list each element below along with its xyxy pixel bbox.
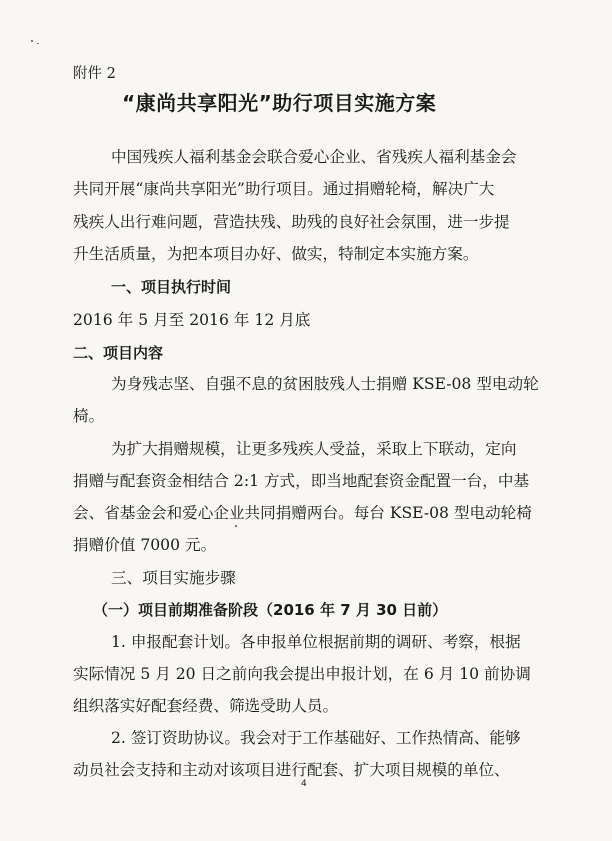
section-2-para-1-line-1: 为身残志坚、自强不息的贫困肢残人士捐赠 KSE-08 型电动轮: [111, 375, 539, 393]
section-3-heading: 三、项目实施步骤: [111, 569, 236, 587]
scan-speck: [235, 525, 237, 527]
scan-speck: [31, 40, 33, 42]
section-2-para-2-line-3: 会、省基金会和爱心企业共同捐赠两台。每台 KSE-08 型电动轮椅: [73, 504, 532, 522]
page-number: 4: [301, 779, 307, 789]
intro-line-4: 升生活质量，为把本项目办好、做实，特制定本实施方案。: [73, 245, 479, 263]
step-1-line-1: 1. 申报配套计划。各申报单位根据前期的调研、考察，根据: [111, 633, 521, 651]
section-2-para-1-line-2: 椅。: [73, 407, 105, 425]
section-2-para-2-line-1: 为扩大捐赠规模，让更多残疾人受益，采取上下联动，定向: [111, 440, 517, 458]
section-1-heading: 一、项目执行时间: [111, 278, 232, 296]
step-2-line-2: 动员社会支持和主动对该项目进行配套、扩大项目规模的单位、: [73, 761, 510, 779]
section-2-para-2-line-2: 捐赠与配套资金相结合 2:1 方式，即当地配套资金配置一台，中基: [73, 472, 530, 490]
step-1-line-2: 实际情况 5 月 20 日之前向我会提出申报计划，在 6 月 10 前协调: [73, 665, 531, 683]
section-3-subheading: （一）项目前期准备阶段（2016 年 7 月 30 日前）: [93, 601, 448, 619]
step-1-line-3: 组织落实好配套经费、筛选受助人员。: [73, 697, 339, 715]
section-2-heading: 二、项目内容: [73, 344, 164, 362]
section-2-para-2-line-4: 捐赠价值 7000 元。: [73, 536, 217, 554]
scan-speck: [37, 43, 39, 44]
attachment-label: 附件 2: [73, 66, 116, 82]
intro-line-2: 共同开展“康尚共享阳光”助行项目。通过捐赠轮椅，解决广大: [73, 180, 495, 198]
step-2-line-1: 2. 签订资助协议。我会对于工作基础好、工作热情高、能够: [111, 729, 521, 747]
intro-line-1: 中国残疾人福利基金会联合爱心企业、省残疾人福利基金会: [111, 148, 517, 166]
intro-line-3: 残疾人出行难问题，营造扶残、助残的良好社会氛围，进一步提: [73, 213, 510, 231]
section-1-text: 2016 年 5 月至 2016 年 12 月底: [73, 311, 311, 329]
document-title: “康尚共享阳光”助行项目实施方案: [122, 91, 437, 115]
